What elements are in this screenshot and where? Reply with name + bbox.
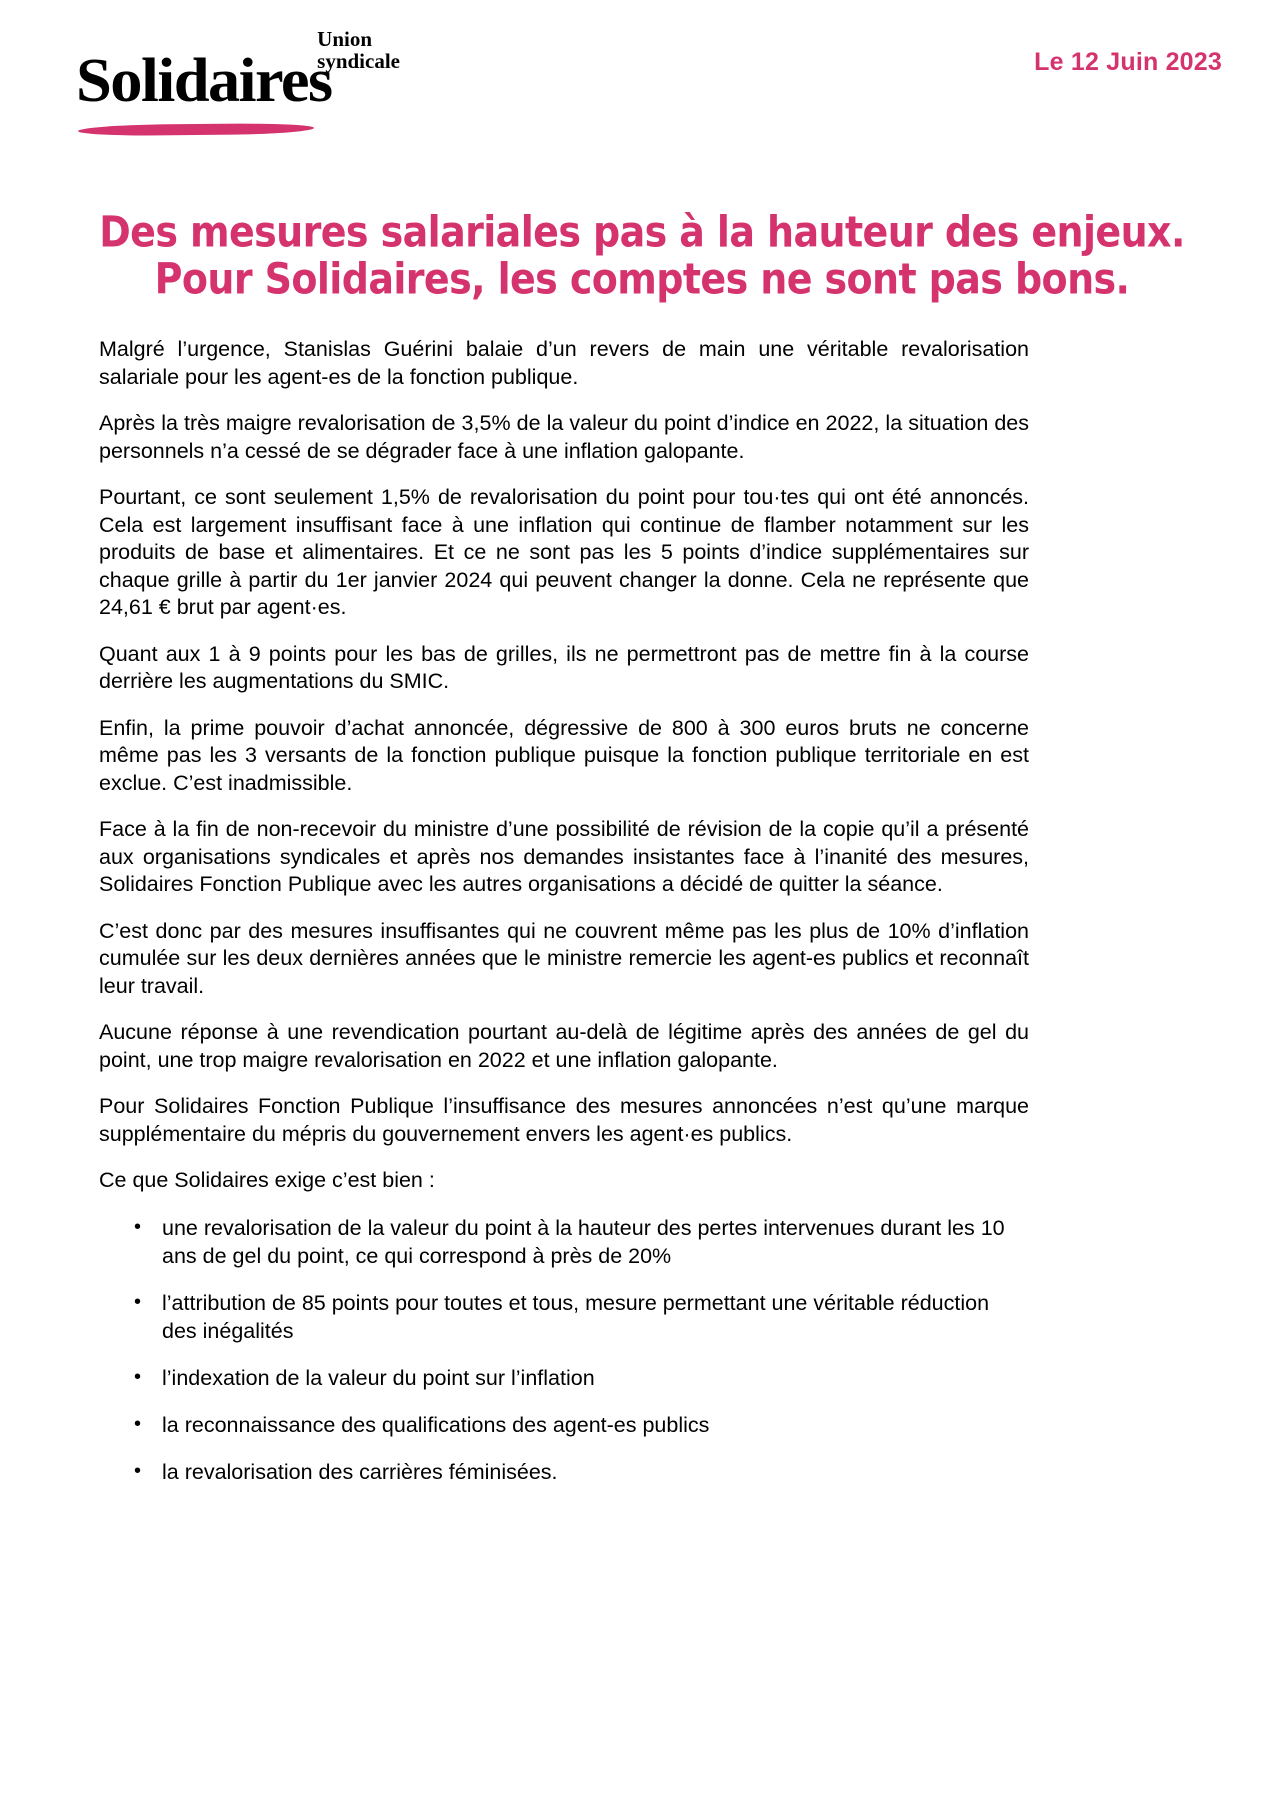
list-item: [99, 1411, 1029, 1439]
body-paragraph: Pourtant, ce sont seulement 1,5% de revalorisation du point pour tou·tes qui ont été annoncés. Cela est largement insuffisant face à une inflation qui continue de flamber notamment sur les produits de base et alimentaires. Et ce ne sont pas les 5 points d’indice supplémentaires sur chaque grille à partir du 1er janvier 2024 qui peuvent changer la donne. Cela ne représente que 24,61 € brut par agent·es.: [99, 485, 1029, 619]
logo-brush-underline-icon: [78, 123, 314, 136]
bullet-icon: •: [134, 1365, 142, 1388]
logo-wordmark: Solidaires: [76, 47, 332, 115]
list-item-label: l’indexation de la valeur du point sur l’inflation: [162, 1365, 595, 1390]
body-paragraph: Pour Solidaires Fonction Publique l’insuffisance des mesures annoncées n’est qu’une marque supplémentaire du mépris du gouvernement envers les agent·es publics.: [99, 1094, 1029, 1146]
page-title-line-2: Pour Solidaires, les comptes ne sont pas bons.: [154, 254, 1130, 304]
list-item-label: la reconnaissance des qualifications des agent-es publics: [162, 1412, 710, 1437]
logo-union-line1: Union: [317, 27, 373, 51]
body-paragraph: Malgré l’urgence, Stanislas Guérini balaie d’un revers de main une véritable revalorisation salariale pour les agent-es de la fonction publique.: [99, 337, 1029, 389]
bullet-icon: •: [134, 1290, 142, 1313]
demands-list: [99, 1214, 1029, 1486]
list-item-label: l’attribution de 85 points pour toutes et tous, mesure permettant une véritable réduction des inégalités: [162, 1290, 990, 1343]
demands-intro-paragraph: Ce que Solidaires exige c’est bien :: [99, 1168, 435, 1192]
bullet-icon: •: [134, 1412, 142, 1435]
document-date: Le 12 Juin 2023: [1034, 48, 1222, 76]
list-item: [99, 1289, 1029, 1345]
body-paragraph: Après la très maigre revalorisation de 3,5% de la valeur du point d’indice en 2022, la situation des personnels n’a cessé de se dégrader face à une inflation galopante.: [99, 411, 1029, 463]
list-item-label: une revalorisation de la valeur du point à la hauteur des pertes intervenues durant les 10 ans de gel du point, ce qui correspond à près de 20%: [162, 1215, 1005, 1268]
document-body: [99, 336, 1029, 1505]
bullet-icon: •: [134, 1215, 142, 1238]
body-paragraph: C’est donc par des mesures insuffisantes qui ne couvrent même pas les plus de 10% d’inflation cumulée sur les deux dernières années que le ministre remercie les agent-es publics et reconnaît leur travail.: [99, 918, 1029, 998]
body-paragraph: Face à la fin de non-recevoir du ministre d’une possibilité de révision de la copie qu’il a présenté aux organisations syndicales et après nos demandes insistantes face à l’inanité des mesures, Solidaires Fonction Publique avec les autres organisations a décidé de quitter la séance.: [99, 817, 1029, 896]
logo-union-line2: syndicale: [317, 49, 400, 73]
body-paragraph: Aucune réponse à une revendication pourtant au-delà de légitime après des années de gel du point, une trop maigre revalorisation en 2022 et une inflation galopante.: [99, 1020, 1029, 1072]
bullet-icon: •: [134, 1459, 142, 1482]
list-item: [99, 1458, 1029, 1486]
list-item-label: la revalorisation des carrières féminisées.: [162, 1459, 558, 1484]
solidaires-logo: [76, 28, 406, 138]
body-paragraph: Quant aux 1 à 9 points pour les bas de grilles, ils ne permettront pas de mettre fin à la course derrière les augmentations du SMIC.: [99, 641, 1029, 693]
document-header: [0, 0, 1284, 150]
list-item: [99, 1214, 1029, 1270]
page-title-line-1: Des mesures salariales pas à la hauteur des enjeux.: [99, 207, 1185, 257]
list-item: [99, 1364, 1029, 1392]
body-paragraph: Enfin, la prime pouvoir d’achat annoncée, dégressive de 800 à 300 euros bruts ne concerne même pas les 3 versants de la fonction publique puisque la fonction publique territoriale en est exclue. C’est inadmissible.: [99, 715, 1029, 795]
page-title: [0, 207, 1284, 304]
